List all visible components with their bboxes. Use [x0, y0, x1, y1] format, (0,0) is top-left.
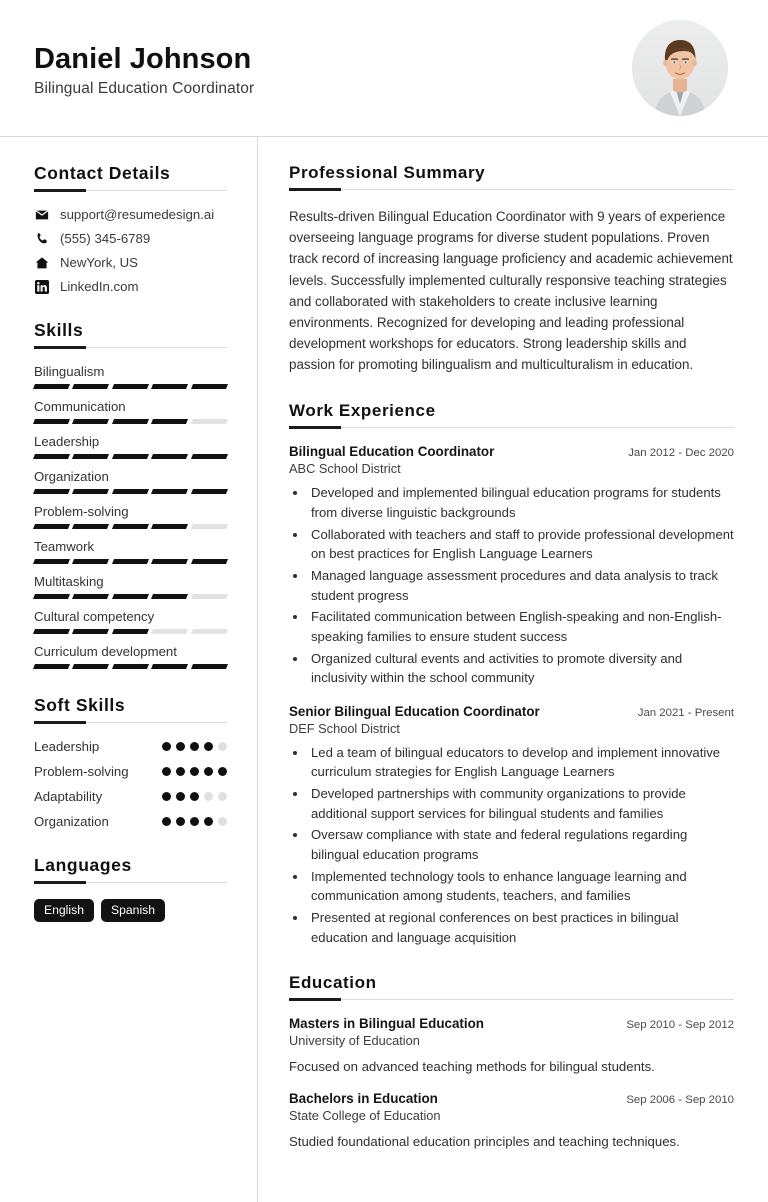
- soft-skills-list: [34, 739, 227, 829]
- skill-label: Communication: [34, 399, 126, 414]
- section-rule: [34, 190, 227, 191]
- soft-skill-rating-dots: [162, 767, 227, 776]
- skill-bar-segment: [151, 629, 188, 634]
- skill-bar-segment: [151, 489, 188, 494]
- rating-dot: [162, 742, 171, 751]
- rating-dot: [204, 742, 213, 751]
- resume-body: [0, 137, 768, 1202]
- skill-bar-segment: [72, 559, 109, 564]
- language-tag: Spanish: [101, 899, 165, 922]
- contact-phone-text: (555) 345-6789: [60, 231, 151, 246]
- education-heading: Education: [289, 973, 377, 993]
- skill-level-bar: [34, 524, 227, 529]
- summary-text: Results-driven Bilingual Education Coordinator with 9 years of experience overseeing language programs for diverse student populations. Proven track record of increasing language proficiency and academic achievement levels. Successfully implemented culturally responsive teaching strategies and collaborated with stakeholders to create inclusive learning environments. Recognized for developing and leading professional development workshops for educators. Strong leadership skills and passion for promoting bilingualism and multiculturalism in education.: [289, 209, 733, 373]
- rating-dot: [218, 742, 227, 751]
- skill-level-bar: [34, 559, 227, 564]
- skill-bar-segment: [72, 454, 109, 459]
- section-rule: [34, 722, 227, 723]
- skill-bar-segment: [151, 559, 188, 564]
- soft-skill-item: [34, 739, 227, 754]
- soft-skill-rating-dots: [162, 742, 227, 751]
- bullet-item: • Managed language assessment procedures and data analysis to track student progress: [308, 566, 734, 605]
- skill-bar-segment: [72, 594, 109, 599]
- skill-item: [34, 644, 227, 669]
- bullet-item: • Led a team of bilingual educators to develop and implement innovative curriculum strategies for English Language Learners: [308, 743, 734, 782]
- bullet-item: • Oversaw compliance with state and federal regulations regarding bilingual education programs: [308, 825, 734, 864]
- skill-bar-segment: [191, 594, 228, 599]
- rating-dot: [176, 817, 185, 826]
- rating-dot: [204, 792, 213, 801]
- skill-label: Problem-solving: [34, 504, 129, 519]
- skill-bar-segment: [151, 419, 188, 424]
- skill-bar-segment: [191, 419, 228, 424]
- rating-dot: [218, 817, 227, 826]
- profile-photo-illustration: [632, 20, 728, 116]
- section-work-experience: [289, 401, 734, 947]
- resume-header: [0, 0, 768, 137]
- skill-bar-segment: [33, 664, 70, 669]
- education-date: Sep 2010 - Sep 2012: [626, 1019, 734, 1032]
- skill-bar-segment: [72, 524, 109, 529]
- section-contact-details: [34, 163, 227, 294]
- education-school: University of Education: [289, 1033, 420, 1049]
- skill-item: [34, 539, 227, 564]
- skill-bar-segment: [33, 419, 70, 424]
- skill-label: Multitasking: [34, 574, 104, 589]
- avatar: [632, 20, 728, 116]
- skill-level-bar: [34, 384, 227, 389]
- skill-item: [34, 399, 227, 424]
- skill-bar-segment: [112, 664, 149, 669]
- soft-skill-label: Adaptability: [34, 789, 103, 804]
- skill-item: [34, 574, 227, 599]
- envelope-icon: [34, 208, 49, 222]
- soft-skill-rating-dots: [162, 817, 227, 826]
- work-heading: Work Experience: [289, 401, 436, 421]
- work-entry-date: Jan 2012 - Dec 2020: [628, 447, 734, 460]
- skill-level-bar: [34, 594, 227, 599]
- bullet-item: • Facilitated communication between English-speaking and non-English-speaking families to ensure student success: [308, 607, 734, 646]
- section-skills: [34, 320, 227, 669]
- rating-dot: [162, 792, 171, 801]
- soft-skill-item: [34, 764, 227, 779]
- skill-bar-segment: [112, 559, 149, 564]
- skill-bar-segment: [191, 664, 228, 669]
- skill-bar-segment: [33, 524, 70, 529]
- skill-bar-segment: [72, 629, 109, 634]
- skill-bar-segment: [72, 384, 109, 389]
- work-entries: [289, 444, 734, 947]
- contact-email-text: support@resumedesign.ai: [60, 207, 215, 222]
- skills-heading: Skills: [34, 320, 84, 340]
- soft-skills-heading: Soft Skills: [34, 695, 126, 715]
- work-entry-company: ABC School District: [289, 461, 401, 477]
- skill-bar-segment: [191, 454, 228, 459]
- skill-label: Cultural competency: [34, 609, 155, 624]
- skill-level-bar: [34, 454, 227, 459]
- work-entry: [289, 444, 734, 687]
- skill-item: [34, 364, 227, 389]
- soft-skill-item: [34, 789, 227, 804]
- soft-skill-item: [34, 814, 227, 829]
- skill-bar-segment: [112, 419, 149, 424]
- skill-label: Leadership: [34, 434, 100, 449]
- skill-bar-segment: [112, 629, 149, 634]
- skill-bar-segment: [33, 594, 70, 599]
- header-text-block: [34, 38, 254, 97]
- rating-dot: [162, 767, 171, 776]
- skill-bar-segment: [72, 489, 109, 494]
- bullet-item: • Presented at regional conferences on best practices in bilingual education and language acquisition: [308, 908, 734, 947]
- skill-bar-segment: [151, 384, 188, 389]
- contact-list: [34, 207, 227, 294]
- work-entry-title: Senior Bilingual Education Coordinator: [289, 703, 540, 719]
- rating-dot: [204, 817, 213, 826]
- skill-level-bar: [34, 419, 227, 424]
- skill-bar-segment: [33, 629, 70, 634]
- skill-bar-segment: [191, 524, 228, 529]
- skill-bar-segment: [191, 629, 228, 634]
- education-degree: Bachelors in Education: [289, 1090, 438, 1106]
- contact-item-email[interactable]: [34, 207, 227, 222]
- work-entry-company: DEF School District: [289, 720, 400, 736]
- languages-heading: Languages: [34, 855, 132, 875]
- rating-dot: [204, 767, 213, 776]
- skill-item: [34, 469, 227, 494]
- education-entry-header: [289, 1091, 734, 1106]
- bullet-item: • Organized cultural events and activities to promote diversity and inclusivity within the school community: [308, 649, 734, 688]
- section-education: [289, 973, 734, 1152]
- rating-dot: [218, 792, 227, 801]
- main-content: [258, 137, 768, 1202]
- education-entries: [289, 1016, 734, 1152]
- contact-item-phone[interactable]: [34, 231, 227, 246]
- section-languages: [34, 855, 227, 922]
- education-degree: Masters in Bilingual Education: [289, 1016, 484, 1032]
- bullet-item: • Collaborated with teachers and staff to provide professional development on best practices for English Language Learners: [308, 525, 734, 564]
- education-school: State College of Education: [289, 1107, 441, 1123]
- education-date: Sep 2006 - Sep 2010: [626, 1093, 734, 1106]
- education-description: Focused on advanced teaching methods for bilingual students.: [289, 1059, 655, 1075]
- skill-bar-segment: [191, 384, 228, 389]
- bullet-item: • Implemented technology tools to enhance language learning and communication among students, teachers, and families: [308, 867, 734, 906]
- contact-item-linkedin[interactable]: [34, 279, 227, 294]
- rating-dot: [176, 792, 185, 801]
- skill-bar-segment: [112, 524, 149, 529]
- skill-bar-segment: [151, 594, 188, 599]
- skill-label: Bilingualism: [34, 364, 105, 379]
- skill-level-bar: [34, 664, 227, 669]
- work-entry-title: Bilingual Education Coordinator: [289, 444, 495, 460]
- soft-skill-label: Leadership: [34, 739, 100, 754]
- language-tag: English: [34, 899, 94, 922]
- sidebar: [0, 137, 258, 1202]
- skill-item: [34, 434, 227, 459]
- phone-icon: [34, 232, 49, 246]
- skill-bar-segment: [33, 489, 70, 494]
- work-entry-bullets: [289, 483, 734, 687]
- rating-dot: [176, 767, 185, 776]
- education-entry-header: [289, 1016, 734, 1031]
- work-entry-header: [289, 444, 734, 459]
- section-rule: [34, 347, 227, 348]
- page-title: Daniel Johnson: [34, 43, 252, 76]
- education-entry: [289, 1016, 734, 1077]
- skill-bar-segment: [33, 384, 70, 389]
- skill-bar-segment: [112, 489, 149, 494]
- work-entry-bullets: [289, 743, 734, 947]
- skill-item: [34, 609, 227, 634]
- section-rule: [289, 427, 734, 428]
- section-rule: [289, 189, 734, 190]
- section-professional-summary: [289, 163, 734, 375]
- contact-location-text: NewYork, US: [60, 255, 138, 270]
- section-rule: [289, 999, 734, 1000]
- skill-item: [34, 504, 227, 529]
- rating-dot: [190, 742, 199, 751]
- skill-bar-segment: [151, 664, 188, 669]
- skill-bar-segment: [151, 524, 188, 529]
- skill-bar-segment: [72, 419, 109, 424]
- linkedin-icon: [34, 280, 49, 294]
- home-icon: [34, 256, 49, 270]
- skill-bar-segment: [112, 594, 149, 599]
- bullet-item: • Developed and implemented bilingual education programs for students from diverse linguistic backgrounds: [308, 483, 734, 522]
- skill-level-bar: [34, 629, 227, 634]
- skill-bar-segment: [191, 489, 228, 494]
- skills-list: [34, 364, 227, 669]
- rating-dot: [190, 767, 199, 776]
- rating-dot: [176, 742, 185, 751]
- rating-dot: [190, 817, 199, 826]
- contact-linkedin-text: LinkedIn.com: [60, 279, 139, 294]
- work-entry-header: [289, 704, 734, 719]
- skill-bar-segment: [33, 559, 70, 564]
- skill-label: Curriculum development: [34, 644, 177, 659]
- education-description: Studied foundational education principles and teaching techniques.: [289, 1133, 680, 1149]
- bullet-item: • Developed partnerships with community organizations to provide additional support services for bilingual students and families: [308, 784, 734, 823]
- skill-label: Teamwork: [34, 539, 95, 554]
- section-soft-skills: [34, 695, 227, 829]
- skill-bar-segment: [33, 454, 70, 459]
- languages-list: [34, 899, 227, 922]
- rating-dot: [162, 817, 171, 826]
- soft-skill-rating-dots: [162, 792, 227, 801]
- education-entry: [289, 1091, 734, 1152]
- skill-bar-segment: [191, 559, 228, 564]
- skill-bar-segment: [72, 664, 109, 669]
- soft-skill-label: Problem-solving: [34, 764, 129, 779]
- work-entry: [289, 704, 734, 947]
- skill-bar-segment: [112, 454, 149, 459]
- soft-skill-label: Organization: [34, 814, 109, 829]
- skill-label: Organization: [34, 469, 109, 484]
- job-title-subtitle: Bilingual Education Coordinator: [34, 79, 255, 97]
- skill-bar-segment: [151, 454, 188, 459]
- rating-dot: [218, 767, 227, 776]
- work-entry-date: Jan 2021 - Present: [637, 706, 734, 719]
- section-rule: [34, 882, 227, 883]
- contact-heading: Contact Details: [34, 163, 171, 183]
- contact-item-location[interactable]: [34, 255, 227, 270]
- skill-bar-segment: [112, 384, 149, 389]
- summary-heading: Professional Summary: [289, 163, 486, 182]
- rating-dot: [190, 792, 199, 801]
- skill-level-bar: [34, 489, 227, 494]
